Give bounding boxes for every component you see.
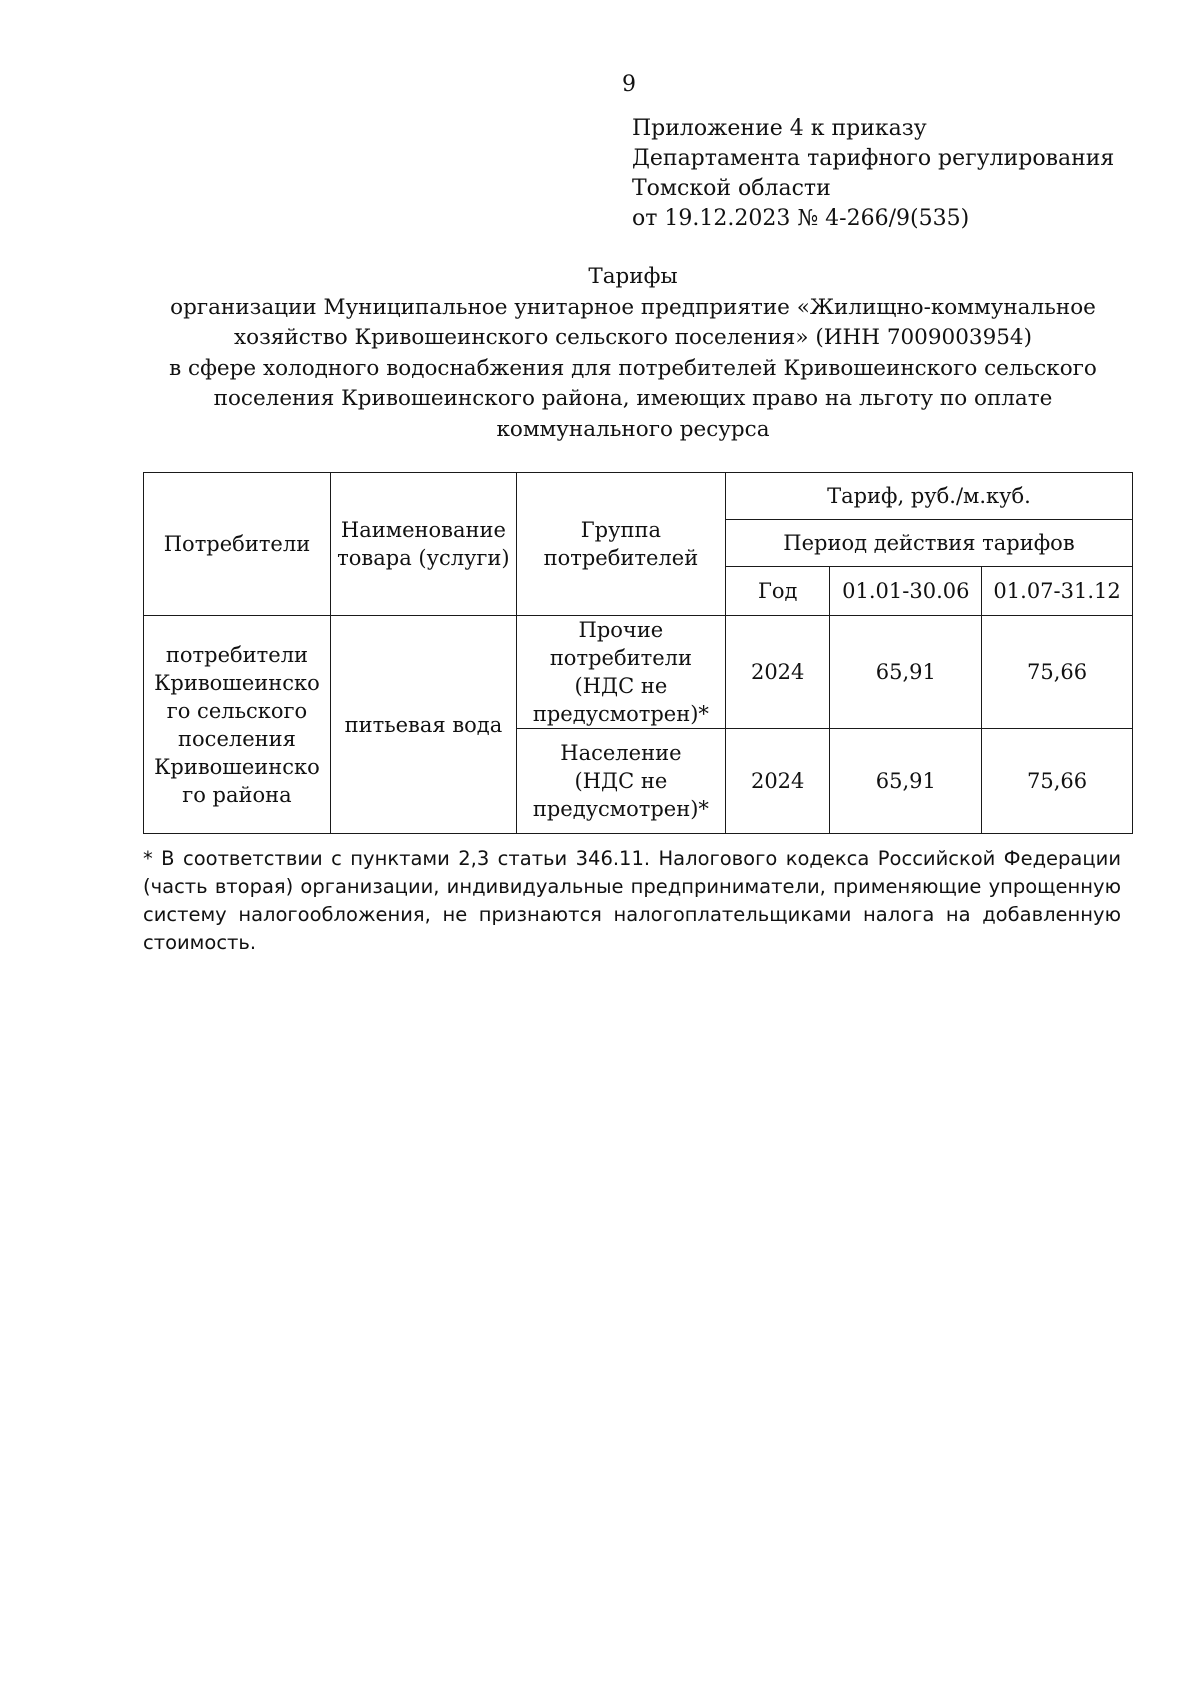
annex-line: Департамента тарифного регулирования: [632, 146, 1115, 171]
group-line: предусмотрен)*: [532, 702, 709, 726]
title-line: коммунального ресурса: [496, 416, 770, 442]
title-line: поселения Кривошеинского района, имеющих право на льготу по оплате: [213, 386, 1053, 411]
annex-line: от 19.12.2023 № 4-266/9(535): [632, 206, 970, 231]
header-product-line: Наименование: [340, 518, 506, 542]
group-line: предусмотрен)*: [532, 797, 709, 821]
group-line: (НДС не: [574, 769, 668, 793]
consumer-line: Кривошеинско: [154, 670, 320, 695]
header-consumers: Потребители: [144, 473, 331, 616]
tariff-period-2-cell: 75,66: [982, 616, 1133, 729]
year-cell: 2024: [725, 729, 830, 834]
group-cell: [516, 729, 725, 834]
header-year: Год: [725, 567, 830, 616]
tariff-period-2-cell: 75,66: [982, 729, 1133, 834]
group-line: Прочие: [578, 618, 664, 642]
document-title: [143, 262, 1123, 445]
group-line: потребители: [549, 646, 692, 670]
consumer-line: Кривошеинско: [154, 754, 320, 779]
header-group-line: Группа: [580, 518, 661, 542]
group-line: (НДС не: [574, 674, 668, 698]
header-product: [330, 473, 516, 616]
title-line: в сфере холодного водоснабжения для потребителей Кривошеинского сельского: [169, 355, 1097, 381]
group-line: Население: [560, 741, 682, 765]
table-row: [144, 616, 1133, 729]
annex-line: Томской области: [632, 176, 831, 201]
annex-header: [632, 114, 1114, 234]
group-cell: [516, 616, 725, 729]
tariff-table: [143, 472, 1133, 834]
header-tariff: Тариф, руб./м.куб.: [725, 473, 1132, 520]
header-period: Период действия тарифов: [725, 520, 1132, 567]
consumer-line: потребители: [165, 642, 309, 667]
header-product-line: товара (услуги): [337, 546, 510, 570]
title-line: организации Муниципальное унитарное предприятие «Жилищно-коммунальное: [170, 294, 1096, 320]
title-line: Тарифы: [588, 264, 678, 289]
consumer-cell: [144, 616, 331, 834]
header-row: [144, 473, 1133, 520]
header-group-line: потребителей: [543, 546, 699, 570]
year-cell: 2024: [725, 616, 830, 729]
title-line: хозяйство Кривошеинского сельского поселения» (ИНН 7009003954): [234, 325, 1032, 350]
consumer-line: го района: [182, 782, 292, 807]
product-cell: питьевая вода: [330, 616, 516, 834]
header-period-2: 01.07-31.12: [982, 567, 1133, 616]
annex-line: Приложение 4 к приказу: [632, 116, 927, 141]
header-group: [516, 473, 725, 616]
footnote: * В соответствии с пунктами 2,3 статьи 346.11. Налогового кодекса Российской Федерации (часть вторая) организации, индивидуальные предприниматели, применяющие упрощенную систему налогообложения, не признаются налогоплательщиками налога на добавленную стоимость.: [143, 847, 1121, 954]
tariff-period-1-cell: 65,91: [830, 729, 982, 834]
tariff-period-1-cell: 65,91: [830, 616, 982, 729]
header-period-1: 01.01-30.06: [830, 567, 982, 616]
consumer-line: поселения: [178, 726, 296, 751]
consumer-line: го сельского: [166, 698, 308, 723]
page-number: 9: [622, 72, 636, 97]
